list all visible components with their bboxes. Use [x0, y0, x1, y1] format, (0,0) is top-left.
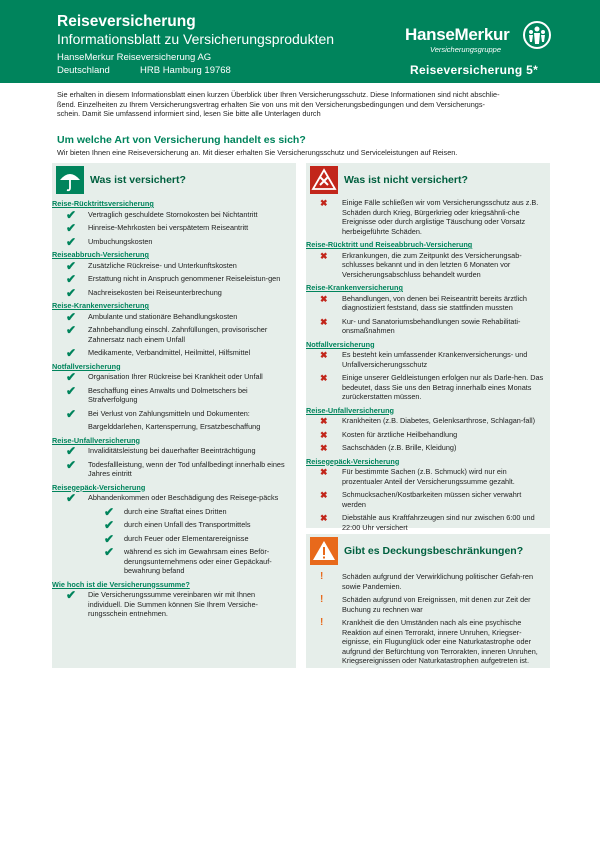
- list-item: ✖ Für bestimmte Sachen (z.B. Schmuck) wird nur ein prozentualer Anteil der Versicherungssumme gezahlt.: [320, 467, 515, 486]
- list-item: ✔ Zahnbehandlung einschl. Zahnfüllungen, provisorischer Zahnersatz nach einem Unfall: [66, 323, 268, 344]
- question-heading: Um welche Art von Versicherung handelt es sich?: [57, 134, 306, 146]
- list-item: ! Schäden aufgrund von Ereignissen, mit denen zur Zeit der Buchung zu rechnen war: [320, 594, 531, 614]
- header-banner: [0, 0, 600, 83]
- list-item: ✔ Todesfallleistung, wenn der Tod unfallbedingt innerhalb eines Jahres eintritt: [66, 457, 285, 478]
- list-item: ✔ Abhandenkommen oder Beschädigung des Reisege-päcks: [66, 491, 279, 505]
- company-registry: HRB Hamburg 19768: [140, 65, 231, 76]
- check-icon: ✔: [66, 309, 77, 324]
- company-country: Deutschland: [57, 65, 110, 76]
- check-icon: ✔: [104, 518, 115, 532]
- cross-icon: ✖: [320, 416, 328, 426]
- check-icon: ✔: [66, 444, 77, 458]
- list-item: ✔ Beschaffung eines Anwalts und Dolmetschers bei Strafverfolgung: [66, 383, 248, 404]
- section-heading: Reiseabbruch-Versicherung: [52, 250, 149, 259]
- check-icon: ✔: [66, 272, 77, 286]
- list-item: ✔ durch eine Straftat eines Dritten: [104, 504, 227, 519]
- list-item: ✔ Zusätzliche Rückreise- und Unterkunftskosten: [66, 258, 237, 273]
- section-heading: Notfallversicherung: [52, 361, 121, 371]
- question-answer: Wir bieten Ihnen eine Reiseversicherung an. Mit dieser erhalten Sie Versicherungsschutz und Serviceleistungen auf Reisen.: [57, 148, 458, 157]
- list-item: ✔ Erstattung nicht in Anspruch genommener Reiseleistun-gen: [66, 272, 281, 286]
- exclamation-warning-icon: [310, 537, 338, 565]
- check-icon: ✔: [66, 491, 77, 505]
- list-item: ✖ Erkrankungen, die zum Zeitpunkt des Versicherungsab-schlusses bekannt und in den letzten 6 Monaten vor Versicherungsabschluss behandelt wurden: [320, 250, 522, 279]
- list-item: ✔ durch einen Unfall des Transportmittels: [104, 518, 251, 532]
- list-item: ✔ Nachreisekosten bei Reiseunterbrechung: [66, 285, 222, 300]
- insured-box: [52, 163, 296, 668]
- intro-text: [57, 90, 547, 119]
- list-item: ✖ Kosten für ärztliche Heilbehandlung: [320, 429, 458, 440]
- check-icon: ✔: [104, 531, 115, 546]
- list-item: ! Schäden aufgrund der Verwirklichung politischer Gefah-ren sowie Pandemien.: [320, 571, 534, 591]
- cross-icon: ✖: [320, 293, 328, 304]
- list-item: ✖ Es besteht kein umfassender Krankenversicherungs- und Unfallversicherungsschutz: [320, 350, 528, 369]
- check-icon: ✔: [66, 207, 77, 222]
- list-item: ✔ Hinreise-Mehrkosten bei verspätetem Reiseantritt: [66, 221, 249, 235]
- list-item: ✔ während es sich im Gewahrsam eines Beför-derungsunternehmens oder einer Gepäckauf-bewahrung befand: [104, 545, 272, 575]
- section-heading: Reisegepäck-Versicherung: [306, 456, 400, 466]
- check-icon: ✔: [104, 504, 115, 519]
- list-item: ✖ Einige Fälle schließen wir vom Versicherungsschutz aus z.B. Schäden durch Krieg, Bürgerkrieg oder kriegsähnli-che Ereignisse oder durch arglistige Täuschung oder Vorsatz herbeigeführte Schäden.: [320, 198, 539, 236]
- limits-title: Gibt es Deckungsbeschränkungen?: [344, 545, 524, 557]
- product-name: Reiseversicherung 5*: [410, 63, 539, 77]
- list-item: ✖ Schmucksachen/Kostbarkeiten müssen sicher verwahrt werden: [320, 490, 522, 509]
- section-heading: Reise-Unfallversicherung: [306, 405, 394, 415]
- check-icon: ✔: [66, 383, 77, 398]
- exclamation-icon: !: [320, 617, 324, 628]
- exclamation-icon: !: [320, 571, 324, 582]
- not-insured-header: [306, 163, 550, 197]
- brand-tagline: Versicherungsgruppe: [430, 45, 502, 54]
- insured-title: Was ist versichert?: [90, 174, 186, 186]
- cross-icon: ✖: [320, 350, 328, 360]
- section-heading: Wie hoch ist die Versicherungssumme?: [52, 579, 190, 589]
- limits-header: [306, 534, 550, 568]
- check-icon: ✔: [66, 346, 77, 360]
- cross-icon: ✖: [320, 316, 328, 327]
- list-item: ✖ Krankheiten (z.B. Diabetes, Gelenksarthrose, Schlagan-fall): [320, 416, 536, 426]
- list-item: ✔ durch Feuer oder Elementarereignisse: [104, 531, 249, 546]
- not-insured-box: [306, 163, 550, 532]
- list-item: ! Krankheit die den Umständen nach als eine psychische Reaktion auf einen Terrorakt, innere Unruhen, Kriegser-eignisse, ein Flugunglück oder eine Naturkatastrophe oder aufgrund der Befürchtung von Terrorakten, inneren Unruhen, Kriegsereignissen oder Naturkatastrophen aufgetreten ist.: [320, 617, 538, 665]
- list-item: ✖ Diebstähle aus Kraftfahrzeugen sind nur zwischen 6:00 und 22:00 Uhr versichert: [320, 513, 535, 532]
- hansemerkur-logo-icon: [522, 20, 552, 50]
- insured-list: [52, 198, 296, 623]
- check-icon: ✔: [66, 221, 77, 235]
- document-subtitle: Informationsblatt zu Versicherungsprodukten: [57, 31, 335, 47]
- company-name: HanseMerkur Reiseversicherung AG: [57, 52, 212, 63]
- section-heading: Reise-Rücktrittsversicherung: [52, 199, 154, 208]
- check-icon: ✔: [66, 457, 77, 472]
- check-icon: ✔: [66, 323, 77, 337]
- list-item: ✔ Umbuchungskosten: [66, 234, 153, 249]
- list-item: ✔ Bei Verlust von Zahlungsmitteln und Dokumenten:: [66, 406, 250, 421]
- company-details: [57, 65, 231, 77]
- check-icon: ✔: [104, 545, 115, 559]
- insured-header: [52, 163, 296, 197]
- check-icon: ✔: [66, 406, 77, 421]
- list-item: ✖ Einige unserer Geldleistungen erfolgen nur als Darle-hen. Das bedeutet, dass Sie uns den Betrag innerhalb eines Monats zurückerstatten müssen.: [320, 373, 544, 401]
- document-title: Reiseversicherung: [57, 13, 196, 30]
- cross-icon: ✖: [320, 443, 328, 453]
- check-icon: ✔: [66, 370, 77, 384]
- section-heading: Reisegepäck-Versicherung: [52, 482, 146, 492]
- intro-line: ßend. Einzelheiten zu Ihrem Versicherungsvertrag erhalten Sie von uns mit den Versicherungsbedingungen und dem Versicherungs-: [57, 99, 485, 109]
- brand-name: HanseMerkur: [405, 25, 510, 44]
- check-icon: ✔: [66, 588, 77, 602]
- list-item: ✔ Invaliditätsleistung bei dauerhafter Beeinträchtigung: [66, 444, 256, 458]
- cross-icon: ✖: [320, 513, 328, 523]
- list-item: ✖ Kur- und Sanatoriumsbehandlungen sowie Rehabilitati-onsmaßnahmen: [320, 316, 521, 335]
- cross-icon: ✖: [320, 373, 328, 383]
- list-item: ✔ Vertraglich geschuldete Stornokosten bei Nichtantritt: [66, 207, 258, 222]
- limits-list: [306, 572, 550, 670]
- cross-icon: ✖: [320, 467, 328, 477]
- check-icon: ✔: [66, 234, 77, 249]
- intro-line: Sie erhalten in diesem Informationsblatt einen kurzen Überblick über Ihren Versicherungsschutz. Diese Informationen sind nicht abschlie-: [57, 90, 500, 99]
- cross-icon: ✖: [320, 490, 328, 500]
- intro-line: schein. Damit Sie umfassend informiert sind, lesen Sie bitte alle Unterlagen durch: [57, 109, 321, 119]
- section-heading: Notfallversicherung: [306, 339, 375, 349]
- list-item: ✖ Sachschäden (z.B. Brille, Kleidung): [320, 443, 457, 453]
- list-item: ✔ Ambulante und stationäre Behandlungskosten: [66, 309, 238, 324]
- not-insured-title: Was ist nicht versichert?: [344, 174, 468, 186]
- limits-box: [306, 534, 550, 668]
- list-item: ✔ Organisation Ihrer Rückreise bei Krankheit oder Unfall: [66, 370, 263, 384]
- cross-icon: ✖: [320, 429, 328, 440]
- list-item: Bargelddarlehen, Kartensperrung, Ersatzbeschaffung: [88, 422, 261, 431]
- check-icon: ✔: [66, 285, 77, 300]
- section-heading: Reise-Krankenversicherung: [306, 283, 403, 292]
- warning-cross-icon: [310, 166, 338, 194]
- list-item: ✔ Medikamente, Verbandmittel, Heilmittel, Hilfsmittel: [66, 346, 251, 360]
- section-heading: Reise-Rücktritt und Reiseabbruch-Versicherung: [306, 240, 473, 249]
- umbrella-icon: [56, 166, 84, 194]
- cross-icon: ✖: [320, 250, 328, 261]
- list-item: ✔ Die Versicherungssumme vereinbaren wir mit Ihnen individuell. Die Summen können Sie Ihrem Versiche-rungsschein entnehmen.: [66, 588, 258, 618]
- check-icon: ✔: [66, 258, 77, 273]
- cross-icon: ✖: [320, 198, 328, 208]
- exclamation-icon: !: [320, 594, 324, 605]
- section-heading: Reise-Unfallversicherung: [52, 435, 140, 445]
- section-heading: Reise-Krankenversicherung: [52, 301, 149, 310]
- not-insured-list: [306, 198, 550, 536]
- list-item: ✖ Behandlungen, von denen bei Reiseantritt bereits ärztlich diagnostiziert feststand, dass sie stattfinden mussten: [320, 293, 527, 312]
